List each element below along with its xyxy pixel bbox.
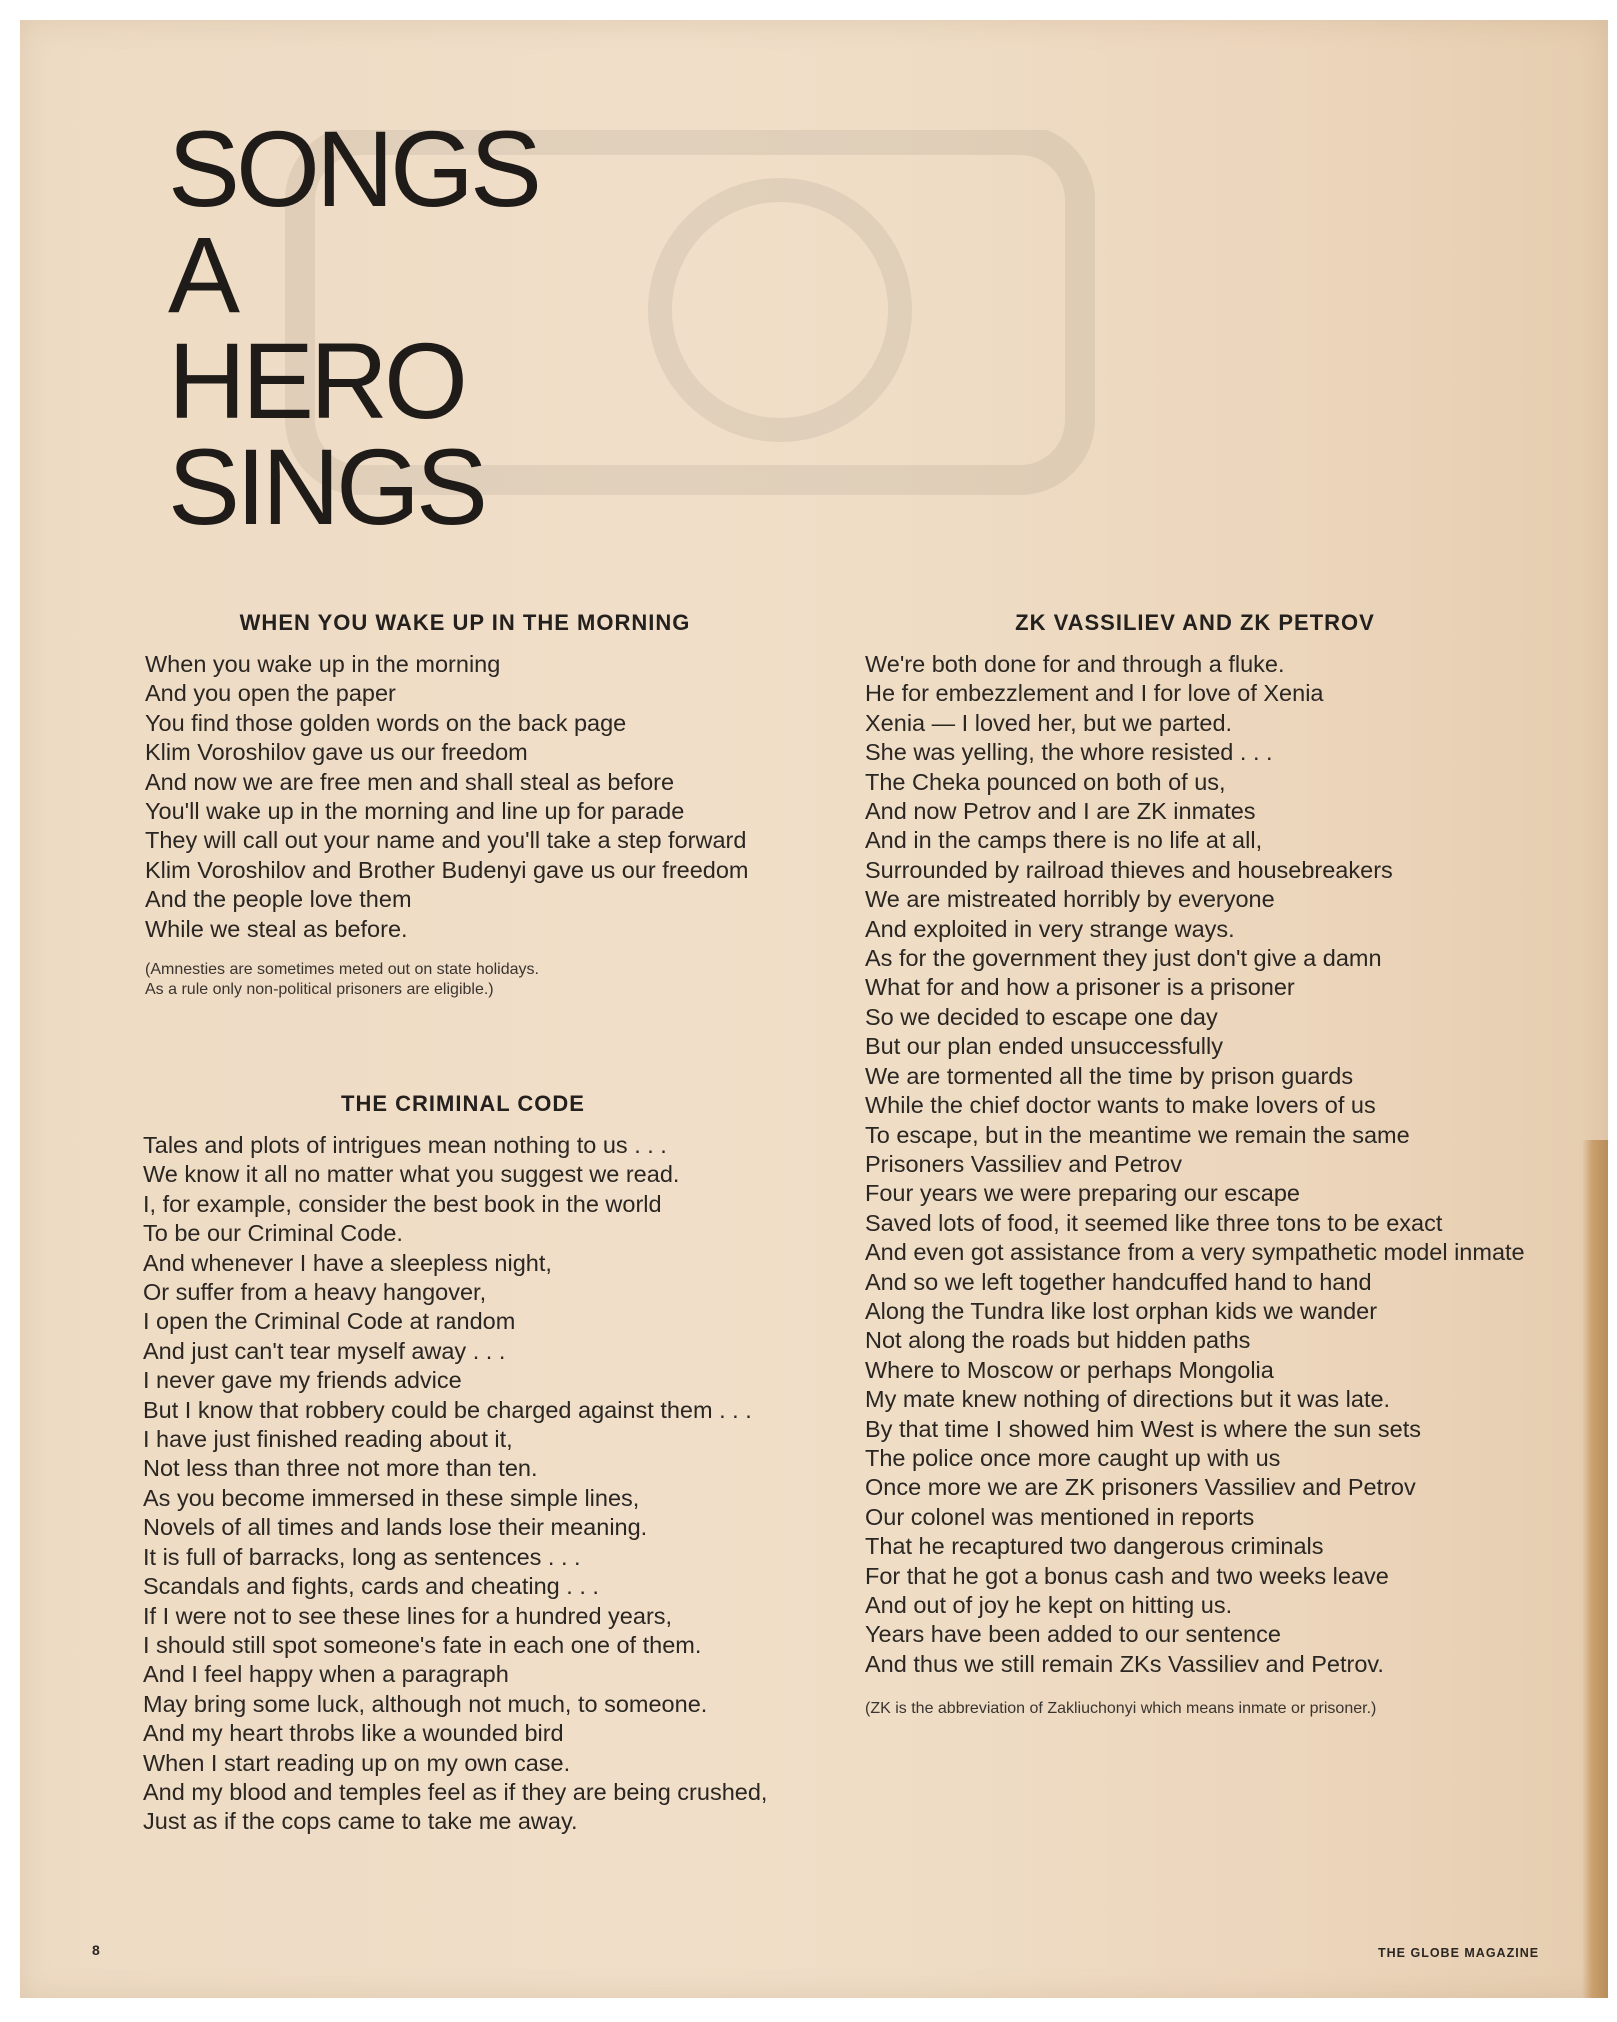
lyric-line: May bring some luck, although not much, to someone.: [143, 1690, 708, 1717]
lyric-line: But I know that robbery could be charged against them . . .: [143, 1396, 752, 1423]
song-criminal-code: [143, 1091, 823, 1837]
lyric-line: We are tormented all the time by prison guards: [865, 1062, 1354, 1089]
lyric-line: Klim Voroshilov gave us our freedom: [145, 739, 528, 766]
lyric-line: And in the camps there is no life at all,: [865, 827, 1263, 854]
lyric-line: And you open the paper: [145, 680, 396, 707]
song-lyrics: [865, 650, 1585, 1679]
lyric-line: To escape, but in the meantime we remain the same: [865, 1121, 1410, 1148]
lyric-line: While we steal as before.: [145, 915, 408, 942]
lyric-line: When you wake up in the morning: [145, 651, 501, 677]
song-footnote: [865, 1699, 1585, 1719]
lyric-line: She was yelling, the whore resisted . . .: [865, 739, 1273, 766]
headline-line: A: [168, 214, 237, 335]
lyric-line: And the people love them: [145, 886, 412, 913]
lyric-line: Our colonel was mentioned in reports: [865, 1503, 1255, 1530]
lyric-line: That he recaptured two dangerous criminals: [865, 1533, 1324, 1560]
song-title: ZK VASSILIEV AND ZK PETROV: [1015, 610, 1375, 635]
lyric-line: I, for example, consider the best book in the world: [143, 1190, 662, 1217]
lyric-line: If I were not to see these lines for a hundred years,: [143, 1602, 673, 1629]
lyric-line: And exploited in very strange ways.: [865, 915, 1235, 942]
lyric-line: You'll wake up in the morning and line up for parade: [145, 798, 685, 825]
lyric-line: Xenia — I loved her, but we parted.: [865, 709, 1233, 736]
footnote-line: As a rule only non-political prisoners are eligible.): [145, 981, 494, 999]
page-number: 8: [92, 1942, 100, 1958]
lyric-line: It is full of barracks, long as sentences . . .: [143, 1543, 581, 1570]
lyric-line: Klim Voroshilov and Brother Budenyi gave us our freedom: [145, 856, 749, 883]
headline-line: HERO: [168, 320, 465, 441]
lyric-line: Not less than three not more than ten.: [143, 1455, 538, 1482]
lyric-line: And so we left together handcuffed hand to hand: [865, 1268, 1372, 1295]
lyric-line: And thus we still remain ZKs Vassiliev and Petrov.: [865, 1650, 1384, 1677]
headline-line: SONGS: [168, 108, 539, 229]
lyric-line: Along the Tundra like lost orphan kids we wander: [865, 1297, 1378, 1324]
lyric-line: My mate knew nothing of directions but it was late.: [865, 1386, 1391, 1413]
lyric-line: Where to Moscow or perhaps Mongolia: [865, 1356, 1274, 1383]
lyric-line: As you become immersed in these simple lines,: [143, 1484, 640, 1511]
lyric-line: Tales and plots of intrigues mean nothing to us . . .: [143, 1132, 667, 1158]
lyric-line: You find those golden words on the back page: [145, 709, 627, 736]
lyric-line: We're both done for and through a fluke.: [865, 651, 1285, 677]
lyric-line: We know it all no matter what you suggest we read.: [143, 1161, 680, 1188]
lyric-line: So we decided to escape one day: [865, 1003, 1218, 1030]
headline-line: SINGS: [168, 426, 485, 547]
footnote-line: (ZK is the abbreviation of Zakliuchonyi which means inmate or prisoner.): [865, 1700, 1377, 1718]
lyric-line: Prisoners Vassiliev and Petrov: [865, 1150, 1182, 1177]
lyric-line: Or suffer from a heavy hangover,: [143, 1279, 487, 1306]
lyric-line: Just as if the cops came to take me away.: [143, 1808, 578, 1835]
lyric-line: Surrounded by railroad thieves and housebreakers: [865, 856, 1393, 883]
lyric-line: Novels of all times and lands lose their meaning.: [143, 1514, 648, 1541]
song-title: WHEN YOU WAKE UP IN THE MORNING: [239, 610, 691, 635]
lyric-line: To be our Criminal Code.: [143, 1220, 403, 1247]
song-lyrics: [143, 1131, 823, 1837]
publication-name: THE GLOBE MAGAZINE: [1378, 1946, 1540, 1960]
lyric-line: While the chief doctor wants to make lovers of us: [865, 1092, 1376, 1119]
song-lyrics: [145, 650, 785, 944]
lyric-line: They will call out your name and you'll take a step forward: [145, 827, 747, 854]
lyric-line: When I start reading up on my own case.: [143, 1749, 571, 1776]
lyric-line: The police once more caught up with us: [865, 1444, 1281, 1471]
song-wake-up: [145, 610, 785, 1000]
lyric-line: And now Petrov and I are ZK inmates: [865, 798, 1256, 825]
lyric-line: Years have been added to our sentence: [865, 1621, 1281, 1648]
song-title: THE CRIMINAL CODE: [341, 1091, 585, 1116]
lyric-line: What for and how a prisoner is a prisoner: [865, 974, 1295, 1001]
lyric-line: I have just finished reading about it,: [143, 1426, 513, 1453]
lyric-line: And whenever I have a sleepless night,: [143, 1249, 552, 1276]
footnote-line: (Amnesties are sometimes meted out on state holidays.: [145, 961, 539, 979]
lyric-line: By that time I showed him West is where the sun sets: [865, 1415, 1421, 1442]
magazine-page: [20, 20, 1608, 1998]
lyric-line: And now we are free men and shall steal as before: [145, 768, 675, 795]
lyric-line: Not along the roads but hidden paths: [865, 1327, 1251, 1354]
lyric-line: And I feel happy when a paragraph: [143, 1661, 509, 1688]
lyric-line: And my heart throbs like a wounded bird: [143, 1720, 564, 1747]
lyric-line: We are mistreated horribly by everyone: [865, 886, 1275, 913]
lyric-line: And just can't tear myself away . . .: [143, 1337, 506, 1364]
lyric-line: For that he got a bonus cash and two weeks leave: [865, 1562, 1389, 1589]
lyric-line: Saved lots of food, it seemed like three tons to be exact: [865, 1209, 1443, 1236]
page-headline: [168, 108, 539, 547]
page-edge-shadow: [1582, 1140, 1608, 1998]
lyric-line: Scandals and fights, cards and cheating . . .: [143, 1573, 599, 1600]
lyric-line: And out of joy he kept on hitting us.: [865, 1592, 1233, 1618]
lyric-line: He for embezzlement and I for love of Xenia: [865, 680, 1324, 707]
song-footnote: [145, 960, 785, 1000]
lyric-line: And my blood and temples feel as if they are being crushed,: [143, 1778, 768, 1805]
lyric-line: As for the government they just don't give a damn: [865, 945, 1382, 972]
lyric-line: I never gave my friends advice: [143, 1367, 462, 1394]
lyric-line: Once more we are ZK prisoners Vassiliev and Petrov: [865, 1474, 1416, 1501]
lyric-line: I should still spot someone's fate in each one of them.: [143, 1631, 702, 1658]
song-zk: [865, 610, 1585, 1719]
lyric-line: The Cheka pounced on both of us,: [865, 768, 1226, 795]
lyric-line: But our plan ended unsuccessfully: [865, 1033, 1223, 1060]
lyric-line: Four years we were preparing our escape: [865, 1180, 1300, 1207]
lyric-line: I open the Criminal Code at random: [143, 1308, 516, 1335]
lyric-line: And even got assistance from a very sympathetic model inmate: [865, 1239, 1525, 1266]
